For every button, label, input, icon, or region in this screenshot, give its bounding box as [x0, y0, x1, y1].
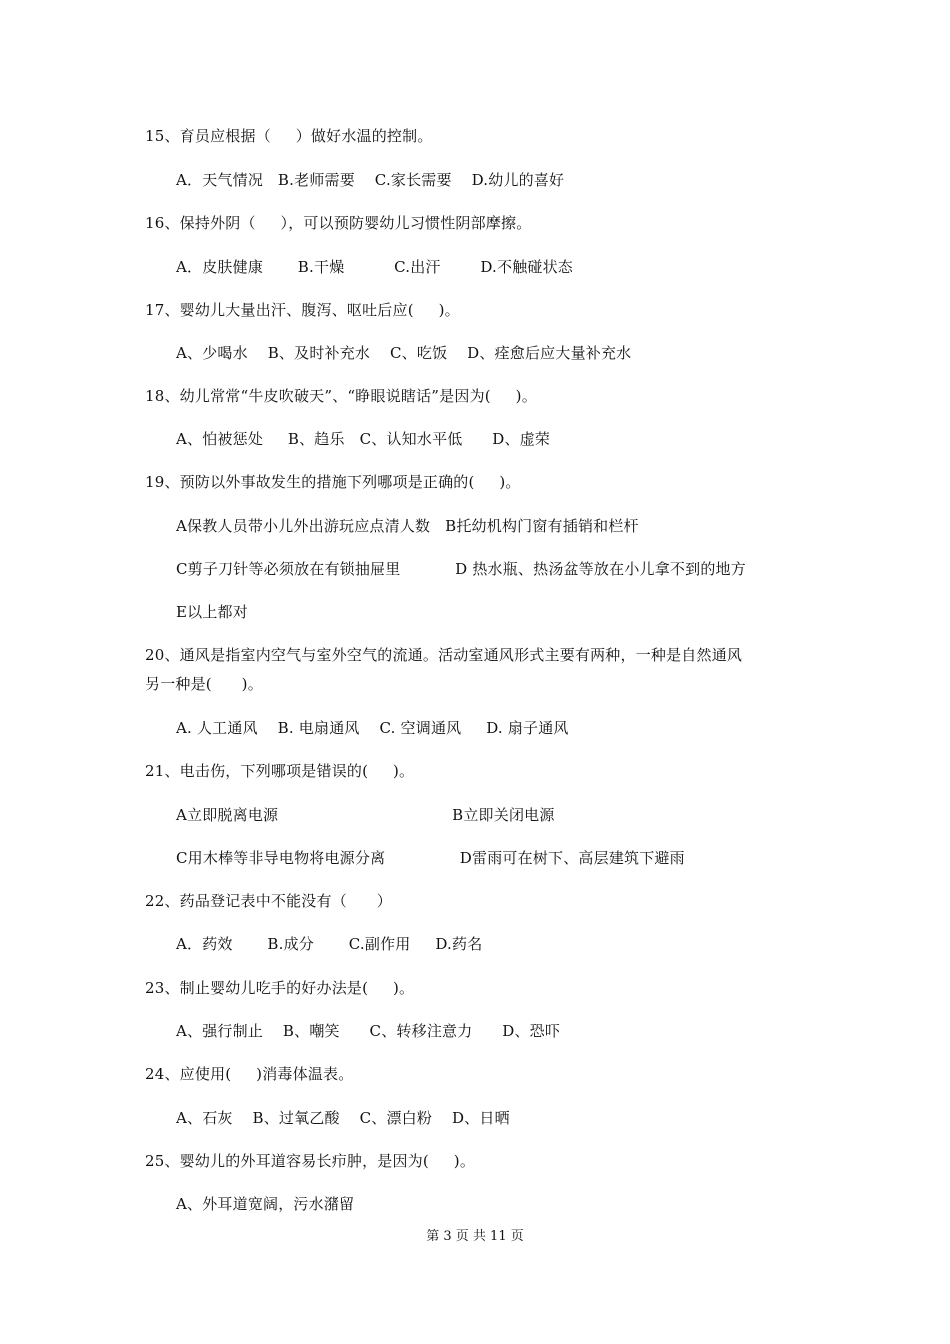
question-17: 17、婴幼儿大量出汗、腹泻、呕吐后应( )。 [145, 301, 460, 319]
question-23: 23、制止婴幼儿吃手的好办法是( )。 [145, 979, 415, 997]
question-22-options: A．药效 B.成分 C.副作用 D.药名 [176, 935, 483, 953]
question-19-option-cd: C剪子刀针等必须放在有锁抽屉里 D 热水瓶、热汤盆等放在小儿拿不到的地方 [176, 560, 746, 578]
question-15-options: A．天气情况 B.老师需要 C.家长需要 D.幼儿的喜好 [176, 171, 565, 189]
question-25: 25、婴幼儿的外耳道容易长疖肿，是因为( )。 [145, 1152, 476, 1170]
question-24: 24、应使用( )消毒体温表。 [145, 1065, 354, 1083]
question-21-option-cd: C用木棒等非导电物将电源分离 D雷雨可在树下、高层建筑下避雨 [176, 849, 685, 867]
question-21-option-ab: A立即脱离电源 B立即关闭电源 [176, 806, 555, 824]
question-17-options: A、少喝水 B、及时补充水 C、吃饭 D、痊愈后应大量补充水 [176, 344, 632, 362]
question-19: 19、预防以外事故发生的措施下列哪项是正确的( )。 [145, 473, 521, 491]
question-16: 16、保持外阴（ ），可以预防婴幼儿习惯性阴部摩擦。 [145, 214, 532, 232]
question-20: 20、通风是指室内空气与室外空气的流通。活动室通风形式主要有两种，一种是自然通风 另一种是( )。 [145, 646, 743, 693]
question-25-option-a: A、外耳道宽阔，污水潴留 [176, 1195, 355, 1213]
page-number-footer: 第 3 页 共 11 页 [426, 1229, 524, 1244]
question-23-options: A、强行制止 B、嘲笑 C、转移注意力 D、恐吓 [176, 1022, 561, 1040]
question-19-option-e: E以上都对 [176, 603, 248, 621]
question-21: 21、电击伤，下列哪项是错误的( )。 [145, 762, 415, 780]
question-22: 22、药品登记表中不能没有（ ） [145, 892, 392, 910]
question-15: 15、育员应根据（ ）做好水温的控制。 [145, 127, 433, 145]
question-18: 18、幼儿常常“牛皮吹破天”、“睁眼说瞎话”是因为( )。 [145, 387, 537, 405]
question-19-option-ab: A保教人员带小儿外出游玩应点清人数 B托幼机构门窗有插销和栏杆 [176, 517, 639, 535]
question-20-options: A. 人工通风 B. 电扇通风 C. 空调通风 D. 扇子通风 [176, 719, 569, 737]
question-18-options: A、怕被惩处 B、趋乐 C、认知水平低 D、虚荣 [176, 430, 551, 448]
question-16-options: A．皮肤健康 B.干燥 C.出汗 D.不触碰状态 [176, 258, 573, 276]
question-24-options: A、石灰 B、过氧乙酸 C、漂白粉 D、日晒 [176, 1109, 510, 1127]
